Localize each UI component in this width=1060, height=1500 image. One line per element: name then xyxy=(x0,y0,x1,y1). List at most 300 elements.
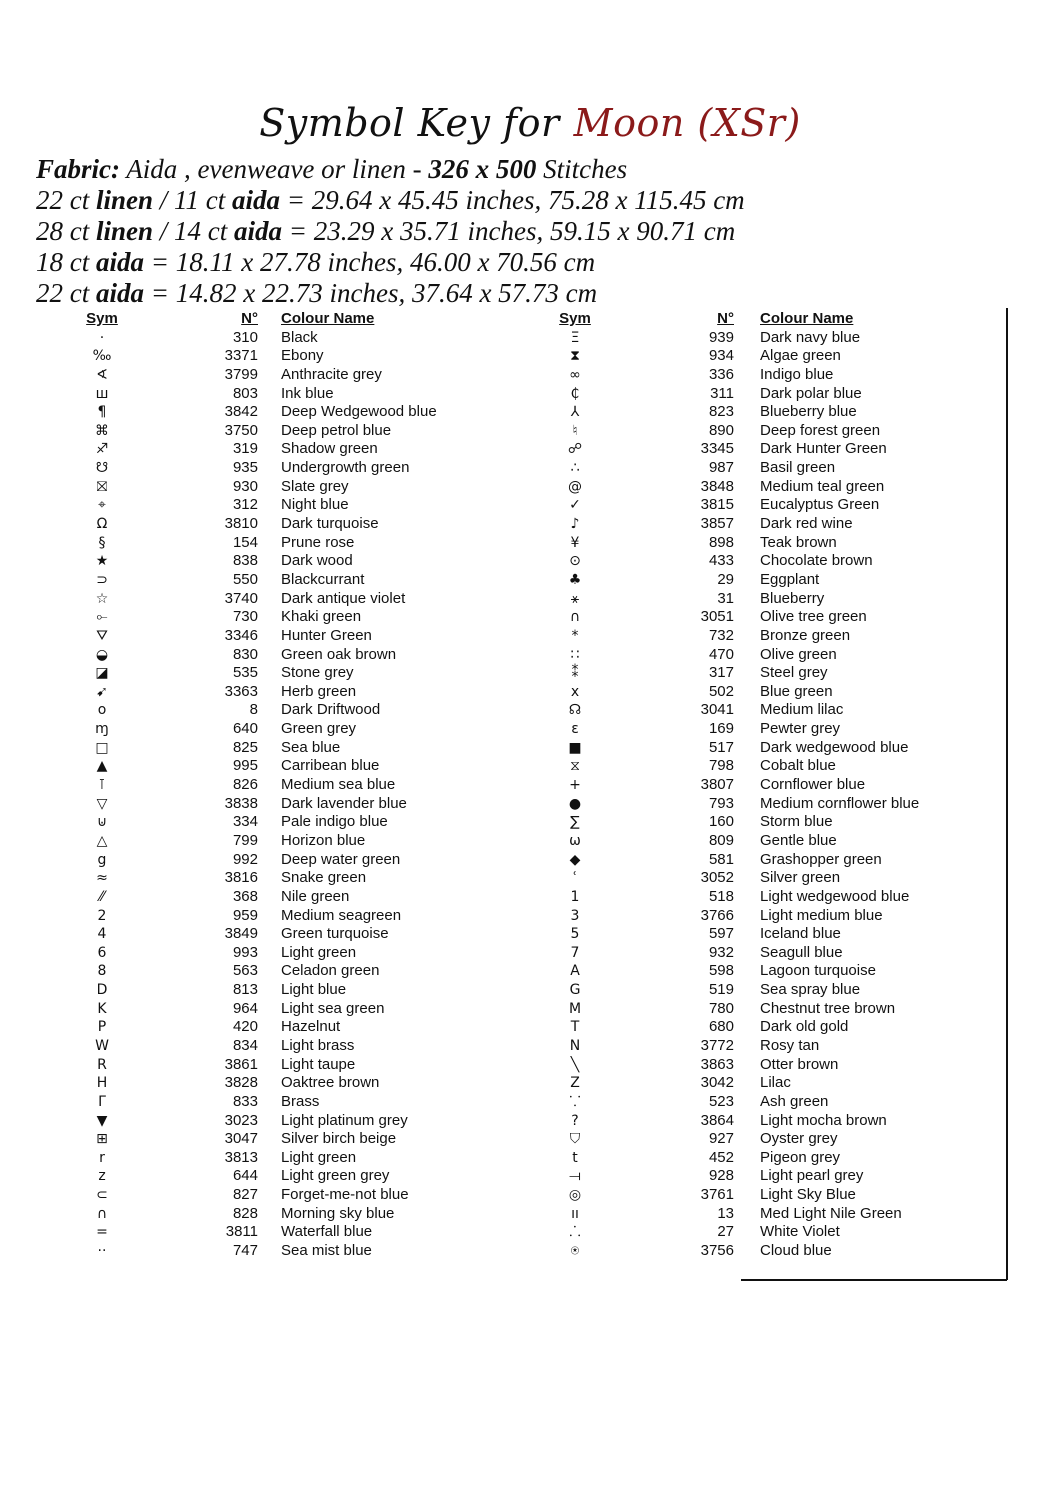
thread-number: 987 xyxy=(708,459,734,477)
thread-number: 959 xyxy=(232,906,258,924)
table-row xyxy=(70,422,437,441)
thread-count: 22 ct xyxy=(36,185,96,215)
symbol-icon: ★ xyxy=(95,553,109,570)
colour-name: Pigeon grey xyxy=(760,1148,841,1166)
symbol-icon: t xyxy=(572,1149,578,1166)
symbol-icon: ⅄ xyxy=(570,404,580,421)
colour-name: Pale indigo blue xyxy=(281,813,388,831)
thread-number: 3816 xyxy=(224,869,258,887)
thread-number: 3023 xyxy=(224,1111,258,1129)
thread-number: 3052 xyxy=(700,869,734,887)
colour-name: Light green xyxy=(281,943,357,961)
table-row xyxy=(545,627,919,646)
table-row xyxy=(545,1205,919,1224)
symbol-icon: Ω xyxy=(96,516,108,533)
colour-name: Blackcurrant xyxy=(281,570,365,588)
size-line xyxy=(36,247,745,278)
table-row xyxy=(70,496,437,515)
table-row xyxy=(545,795,919,814)
symbol-icon: 1 xyxy=(570,888,580,905)
symbol-icon: ⟞ xyxy=(569,1168,581,1185)
symbol-icon: ▼ xyxy=(96,1112,108,1129)
table-row xyxy=(70,440,437,459)
symbol-icon: ⌘ xyxy=(95,422,109,439)
symbol-table-right xyxy=(545,310,919,1261)
colour-name: Green turquoise xyxy=(281,925,389,943)
thread-number: 3761 xyxy=(700,1186,734,1204)
colour-name: Otter brown xyxy=(760,1055,839,1073)
colour-name: Medium cornflower blue xyxy=(760,794,920,812)
symbol-icon: Ξ xyxy=(570,329,580,346)
thread-number: 598 xyxy=(708,962,734,980)
colour-name: Ink blue xyxy=(281,384,334,402)
title-pattern-name: Moon (XSr) xyxy=(573,101,801,145)
colour-name: Hazelnut xyxy=(281,1018,341,1036)
symbol-icon: ⍟ xyxy=(570,1243,580,1260)
symbol-icon: @ xyxy=(568,478,582,495)
table-row xyxy=(70,776,437,795)
table-row xyxy=(70,1223,437,1242)
table-row xyxy=(545,646,919,665)
symbol-icon: ☊ xyxy=(568,702,582,719)
colour-name: Cloud blue xyxy=(760,1242,832,1260)
table-row xyxy=(545,1112,919,1131)
table-row xyxy=(70,664,437,683)
title-prefix: Symbol Key for xyxy=(259,101,560,145)
colour-name: Sea mist blue xyxy=(281,1242,372,1260)
colour-name: Pewter grey xyxy=(760,720,841,738)
thread-number: 13 xyxy=(717,1204,734,1222)
table-row xyxy=(70,757,437,776)
table-row xyxy=(545,813,919,832)
thread-number: 993 xyxy=(232,943,258,961)
page-title xyxy=(0,98,1060,148)
table-row xyxy=(70,981,437,1000)
table-row xyxy=(545,552,919,571)
thread-number: 3041 xyxy=(700,701,734,719)
table-row xyxy=(70,851,437,870)
symbol-icon: § xyxy=(98,534,106,551)
table-row xyxy=(545,701,919,720)
thread-number: 3811 xyxy=(225,1223,258,1241)
header-colour-name: Colour Name xyxy=(281,310,375,327)
thread-number: 640 xyxy=(232,720,258,738)
thread-number: 334 xyxy=(232,813,258,831)
table-row xyxy=(70,739,437,758)
symbol-icon: r xyxy=(99,1149,105,1166)
table-row xyxy=(70,590,437,609)
thread-number: 3864 xyxy=(700,1111,734,1129)
thread-number: 3828 xyxy=(224,1074,258,1092)
colour-name: Silver green xyxy=(760,869,841,887)
symbol-icon: ⛉ xyxy=(569,1131,581,1148)
table-row xyxy=(545,459,919,478)
table-row xyxy=(70,403,437,422)
thread-number: 317 xyxy=(708,664,734,682)
symbol-icon: N xyxy=(569,1037,581,1054)
table-row xyxy=(70,1149,437,1168)
colour-name: Dark turquoise xyxy=(281,515,379,533)
table-row xyxy=(70,1112,437,1131)
colour-name: Dark antique violet xyxy=(281,589,406,607)
dimensions: = 29.64 x 45.45 inches, 75.28 x 115.45 cm xyxy=(280,185,745,215)
table-row xyxy=(545,515,919,534)
colour-name: Blue green xyxy=(760,682,833,700)
symbol-icon: ‰ xyxy=(92,348,112,365)
thread-number: 3051 xyxy=(700,608,734,626)
thread-number: 939 xyxy=(708,328,734,346)
thread-count: 22 ct xyxy=(36,278,96,308)
symbol-icon: o xyxy=(97,702,107,719)
table-row xyxy=(70,1242,437,1261)
symbol-icon: P xyxy=(97,1019,107,1036)
table-row xyxy=(70,832,437,851)
thread-number: 336 xyxy=(708,365,734,383)
symbol-icon: ⧗ xyxy=(570,348,580,365)
colour-name: Black xyxy=(281,328,318,346)
fabric-type: aida xyxy=(232,185,281,215)
table-row xyxy=(70,925,437,944)
table-row xyxy=(545,851,919,870)
symbol-icon: ⛝ xyxy=(96,478,108,495)
symbol-icon: ¶ xyxy=(97,404,107,421)
colour-name: Carribean blue xyxy=(281,757,380,775)
header-sym: Sym xyxy=(86,310,118,327)
colour-name: Light platinum grey xyxy=(281,1111,408,1129)
colour-name: Green oak brown xyxy=(281,645,397,663)
colour-name: Slate grey xyxy=(281,477,349,495)
table-row xyxy=(545,385,919,404)
colour-name: Cornflower blue xyxy=(760,776,866,794)
thread-number: 3772 xyxy=(700,1036,734,1054)
table-row xyxy=(545,571,919,590)
thread-number: 830 xyxy=(232,645,258,663)
thread-number: 644 xyxy=(232,1167,258,1185)
thread-number: 780 xyxy=(708,999,734,1017)
fabric-text: Aida , evenweave or linen - xyxy=(120,154,429,184)
symbol-icon: 3 xyxy=(570,907,580,924)
colour-name: Shadow green xyxy=(281,440,378,458)
table-row xyxy=(545,739,919,758)
colour-name: Stone grey xyxy=(281,664,354,682)
table-row xyxy=(545,776,919,795)
symbol-icon: ∑ xyxy=(570,814,580,831)
symbol-icon: ω xyxy=(569,832,581,849)
colour-name: Olive green xyxy=(760,645,837,663)
table-row xyxy=(70,1056,437,1075)
symbol-icon: ∞ xyxy=(569,366,581,383)
colour-name: Horizon blue xyxy=(281,831,366,849)
thread-number: 3363 xyxy=(224,682,258,700)
symbol-icon: ⧖ xyxy=(570,758,580,775)
table-row xyxy=(70,347,437,366)
thread-number: 311 xyxy=(710,384,734,402)
symbol-icon: G xyxy=(569,982,581,999)
table-row xyxy=(545,907,919,926)
colour-name: Undergrowth green xyxy=(281,459,410,477)
thread-number: 535 xyxy=(232,664,258,682)
thread-number: 523 xyxy=(708,1092,734,1110)
table-row xyxy=(545,832,919,851)
symbol-icon: ⌖ xyxy=(98,497,106,514)
colour-name: Dark polar blue xyxy=(760,384,862,402)
colour-name: Light Sky Blue xyxy=(760,1186,856,1204)
table-row xyxy=(545,1149,919,1168)
colour-name: Silver birch beige xyxy=(281,1130,397,1148)
table-header xyxy=(70,310,437,329)
fabric-line xyxy=(36,154,745,185)
symbol-icon: ш xyxy=(95,385,109,402)
symbol-icon: ¥ xyxy=(570,534,580,551)
table-row xyxy=(545,683,919,702)
colour-name: Dark red wine xyxy=(760,515,853,533)
thread-number: 834 xyxy=(232,1036,258,1054)
symbol-icon: D xyxy=(96,982,108,999)
stitch-count: 326 x 500 xyxy=(428,154,537,184)
table-row xyxy=(70,385,437,404)
thread-number: 3740 xyxy=(224,589,258,607)
symbol-icon: ♮ xyxy=(572,422,578,439)
colour-name: Chocolate brown xyxy=(760,552,873,570)
thread-number: 3848 xyxy=(700,477,734,495)
table-row xyxy=(545,590,919,609)
thread-number: 3756 xyxy=(700,1242,734,1260)
table-row xyxy=(545,347,919,366)
thread-number: 935 xyxy=(232,459,258,477)
table-row xyxy=(70,1167,437,1186)
thread-number: 3842 xyxy=(224,403,258,421)
fabric-type: aida xyxy=(96,278,145,308)
table-row xyxy=(70,1186,437,1205)
thread-number: 3857 xyxy=(700,515,734,533)
table-row xyxy=(70,1093,437,1112)
thread-number: 930 xyxy=(232,477,258,495)
symbol-icon: ■ xyxy=(568,739,582,756)
table-row xyxy=(70,1037,437,1056)
table-row xyxy=(545,478,919,497)
symbol-icon: ◒ xyxy=(95,646,109,663)
colour-name: Sea spray blue xyxy=(760,981,861,999)
symbol-icon: x xyxy=(570,683,580,700)
thread-number: 518 xyxy=(708,887,734,905)
table-row xyxy=(545,1186,919,1205)
symbol-icon: A xyxy=(570,963,580,980)
table-row xyxy=(70,366,437,385)
table-row xyxy=(70,552,437,571)
thread-number: 550 xyxy=(232,570,258,588)
thread-number: 838 xyxy=(232,552,258,570)
symbol-icon: ? xyxy=(571,1112,579,1129)
thread-number: 890 xyxy=(708,421,734,439)
thread-number: 3815 xyxy=(700,496,734,514)
colour-name: Med Light Nile Green xyxy=(760,1204,902,1222)
thread-number: 27 xyxy=(717,1223,734,1241)
table-row xyxy=(70,1018,437,1037)
thread-number: 747 xyxy=(232,1242,258,1260)
table-row xyxy=(70,1074,437,1093)
symbol-icon: 8 xyxy=(97,963,107,980)
table-row xyxy=(545,496,919,515)
colour-name: Herb green xyxy=(281,682,357,700)
colour-name: Light taupe xyxy=(281,1055,356,1073)
symbol-icon: ıı xyxy=(571,1205,579,1222)
table-row xyxy=(545,720,919,739)
symbol-icon: 6 xyxy=(97,944,107,961)
symbol-icon: ∷ xyxy=(570,646,580,663)
colour-name: Oaktree brown xyxy=(281,1074,380,1092)
symbol-icon: ⁑ xyxy=(571,665,579,682)
thread-number: 452 xyxy=(708,1148,734,1166)
thread-number: 3813 xyxy=(224,1148,258,1166)
table-row xyxy=(545,1074,919,1093)
colour-name: Prune rose xyxy=(281,533,355,551)
symbol-icon: W xyxy=(95,1037,109,1054)
table-row xyxy=(545,981,919,1000)
colour-name: Dark navy blue xyxy=(760,328,861,346)
thread-number: 3807 xyxy=(700,776,734,794)
colour-name: Oyster grey xyxy=(760,1130,838,1148)
symbol-icon: ⊂ xyxy=(96,1187,108,1204)
thread-number: 3346 xyxy=(224,626,258,644)
table-border-bottom xyxy=(741,1279,1007,1281)
symbol-icon: ▽ xyxy=(96,795,108,812)
thread-number: 3371 xyxy=(224,347,258,365)
thread-number: 519 xyxy=(708,981,734,999)
colour-name: Khaki green xyxy=(281,608,362,626)
colour-name: Deep petrol blue xyxy=(281,421,392,439)
colour-name: Nile green xyxy=(281,887,350,905)
dimensions: = 18.11 x 27.78 inches, 46.00 x 70.56 cm xyxy=(144,247,596,277)
symbol-icon: ⊍ xyxy=(96,814,108,831)
colour-name: Green grey xyxy=(281,720,357,738)
symbol-icon: ⊺ xyxy=(98,777,106,794)
symbol-icon: · xyxy=(99,329,105,346)
table-row xyxy=(545,1223,919,1242)
table-row xyxy=(70,646,437,665)
symbol-icon: ∴ xyxy=(570,460,580,477)
size-line xyxy=(36,216,745,247)
thread-number: 813 xyxy=(232,981,258,999)
header-colour-name: Colour Name xyxy=(760,310,854,327)
colour-name: Dark old gold xyxy=(760,1018,849,1036)
thread-number: 803 xyxy=(232,384,258,402)
thread-number: 898 xyxy=(708,533,734,551)
colour-name: Gentle blue xyxy=(760,831,837,849)
table-row xyxy=(70,795,437,814)
stitch-label: Stitches xyxy=(536,154,628,184)
colour-name: Medium seagreen xyxy=(281,906,402,924)
symbol-icon: g xyxy=(97,851,107,868)
symbol-icon: ☋ xyxy=(95,460,109,477)
size-line xyxy=(36,185,745,216)
symbol-icon: ⸫ xyxy=(569,1224,581,1241)
table-row xyxy=(545,1037,919,1056)
thread-number: 310 xyxy=(232,328,258,346)
table-row xyxy=(70,888,437,907)
symbol-icon: ʿ xyxy=(572,870,578,887)
thread-number: 160 xyxy=(708,813,734,831)
colour-name: Light pearl grey xyxy=(760,1167,864,1185)
fabric-label: Fabric: xyxy=(36,154,120,184)
symbol-icon: T xyxy=(570,1019,580,1036)
colour-name: Cobalt blue xyxy=(760,757,836,775)
thread-number: 823 xyxy=(708,403,734,421)
table-row xyxy=(545,366,919,385)
thread-number: 992 xyxy=(232,850,258,868)
table-border-right xyxy=(1006,308,1008,1280)
colour-name: Grashopper green xyxy=(760,850,882,868)
thread-number: 470 xyxy=(708,645,734,663)
symbol-icon: ◎ xyxy=(568,1187,582,1204)
colour-name: Blueberry blue xyxy=(760,403,857,421)
colour-name: Light wedgewood blue xyxy=(760,887,910,905)
colour-name: Eggplant xyxy=(760,570,820,588)
thread-number: 828 xyxy=(232,1204,258,1222)
symbol-icon: 7 xyxy=(570,944,580,961)
thread-count: 28 ct xyxy=(36,216,96,246)
fabric-type: aida xyxy=(234,216,283,246)
thread-number: 809 xyxy=(708,831,734,849)
table-row xyxy=(545,422,919,441)
thread-number: 964 xyxy=(232,999,258,1017)
table-row xyxy=(545,534,919,553)
table-row xyxy=(70,534,437,553)
colour-name: Chestnut tree brown xyxy=(760,999,896,1017)
thread-number: 995 xyxy=(232,757,258,775)
colour-name: Olive tree green xyxy=(760,608,867,626)
table-row xyxy=(70,459,437,478)
colour-name: Hunter Green xyxy=(281,626,372,644)
table-row xyxy=(545,329,919,348)
symbol-icon: ⁄⁄ xyxy=(99,888,105,905)
symbol-icon: H xyxy=(96,1075,108,1092)
symbol-icon: ₵ xyxy=(570,385,580,402)
colour-name: Iceland blue xyxy=(760,925,841,943)
colour-name: Teak brown xyxy=(760,533,837,551)
colour-name: Celadon green xyxy=(281,962,380,980)
thread-number: 798 xyxy=(708,757,734,775)
symbol-icon: 5 xyxy=(570,926,580,943)
thread-number: 3750 xyxy=(224,421,258,439)
thread-number: 420 xyxy=(232,1018,258,1036)
thread-number: 793 xyxy=(708,794,734,812)
colour-name: Light sea green xyxy=(281,999,385,1017)
symbol-icon: ♐ xyxy=(95,441,109,458)
table-row xyxy=(70,1205,437,1224)
table-row xyxy=(545,664,919,683)
dimensions: = 14.82 x 22.73 inches, 37.64 x 57.73 cm xyxy=(144,278,598,308)
thread-number: 927 xyxy=(708,1130,734,1148)
symbol-icon: ɛ xyxy=(571,721,579,738)
colour-name: Deep Wedgewood blue xyxy=(281,403,437,421)
table-row xyxy=(70,571,437,590)
symbol-icon: ∩ xyxy=(96,1205,108,1222)
table-row xyxy=(70,1000,437,1019)
header-number: N° xyxy=(241,310,258,327)
fabric-type: aida xyxy=(96,247,145,277)
table-row xyxy=(70,944,437,963)
header-sym: Sym xyxy=(559,310,591,327)
symbol-icon: ∢ xyxy=(96,366,108,383)
thread-number: 3345 xyxy=(700,440,734,458)
colour-name: Algae green xyxy=(760,347,841,365)
table-row xyxy=(545,440,919,459)
table-row xyxy=(70,478,437,497)
colour-name: Storm blue xyxy=(760,813,833,831)
table-row xyxy=(70,683,437,702)
colour-name: Anthracite grey xyxy=(281,365,382,383)
symbol-icon: = xyxy=(96,1224,108,1241)
